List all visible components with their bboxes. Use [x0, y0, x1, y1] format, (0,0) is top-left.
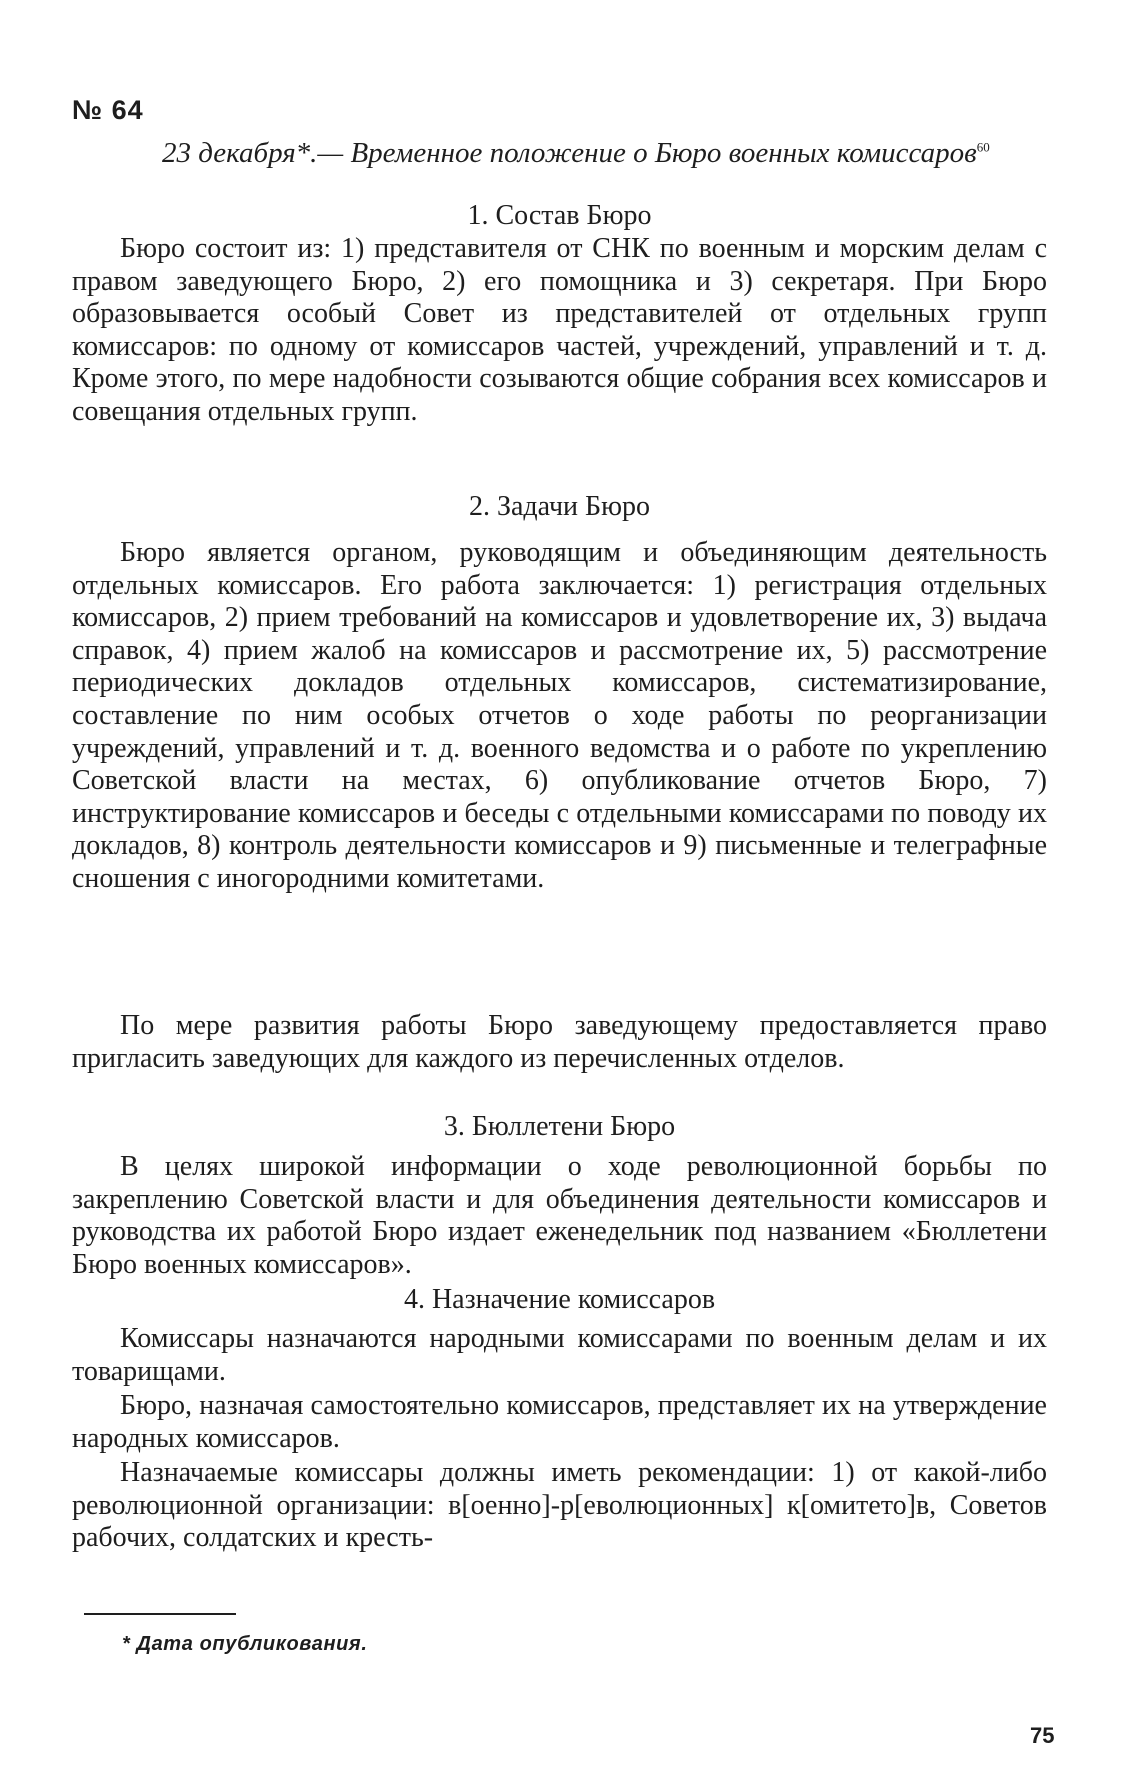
- footnote: * Дата опубликования.: [122, 1633, 368, 1655]
- page-number: 75: [1030, 1723, 1055, 1748]
- section-title-2: 2. Задачи Бюро: [468, 491, 651, 522]
- section-4-paragraph-3: Назначаемые комиссары должны иметь рекомендации: 1) от какой-либо революционной организации: в[оенно]-р[еволюционных] к[омитето]в, Советов рабочих, солдатских и кресть-: [72, 1457, 1047, 1554]
- footnote-divider: [84, 1613, 236, 1615]
- section-title-3: 3. Бюллетени Бюро: [443, 1111, 676, 1142]
- section-title-1: 1. Состав Бюро: [467, 200, 652, 231]
- section-1-paragraph-1: Бюро состоит из: 1) представителя от СНК по военным и морским делам с правом заведующего Бюро, 2) его помощника и 3) секретаря. При Бюро образовывается особый Совет из представителей от отдельных групп комиссаров: по одному от комиссаров частей, учреждений, управлений и т. д. Кроме этого, по мере надобности созываются общие собрания всех комиссаров и совещания отдельных групп.: [72, 233, 1047, 427]
- document-heading-text: 23 декабря*.— Временное положение о Бюро военных комиссаров: [162, 137, 977, 169]
- section-3-paragraph-1: В целях широкой информации о ходе революционной борьбы по закреплению Советской власти и для объединения деятельности комиссаров и руководства их работой Бюро издает еженедельник под названием «Бюллетени Бюро военных комиссаров».: [72, 1151, 1047, 1280]
- section-2-paragraph-1: Бюро является органом, руководящим и объединяющим деятельность отдельных комиссаров. Его работа заключается: 1) регистрация отдельных комиссаров, 2) прием требований на комиссаров и удовлетворение их, 3) выдача справок, 4) прием жалоб на комиссаров и рассмотрение их, 5) рассмотрение периодических докладов отдельных комиссаров, систематизирование, составление по ним особых отчетов о ходе работы по реорганизации учреждений, управлений и т. д. военного ведомства и о работе по укреплению Советской власти на местах, 6) опубликование отчетов Бюро, 7) инструктирование комиссаров и беседы с отдельными комиссарами по поводу их докладов, 8) контроль деятельности комиссаров и 9) письменные и телеграфные сношения с иногородними комитетами.: [72, 537, 1047, 894]
- heading-note-marker: 60: [976, 139, 990, 155]
- section-2-paragraph-2: По мере развития работы Бюро заведующему предоставляется право пригласить заведующих для каждого из перечисленных отделов.: [72, 1010, 1047, 1074]
- document-heading: [162, 135, 1042, 171]
- document-number: № 64: [72, 95, 144, 125]
- section-title-4: 4. Назначение комиссаров: [403, 1284, 716, 1315]
- section-4-paragraph-2: Бюро, назначая самостоятельно комиссаров, представляет их на утверждение народных комиссаров.: [72, 1390, 1047, 1454]
- section-4-paragraph-1: Комиссары назначаются народными комиссарами по военным делам и их товарищами.: [72, 1323, 1047, 1387]
